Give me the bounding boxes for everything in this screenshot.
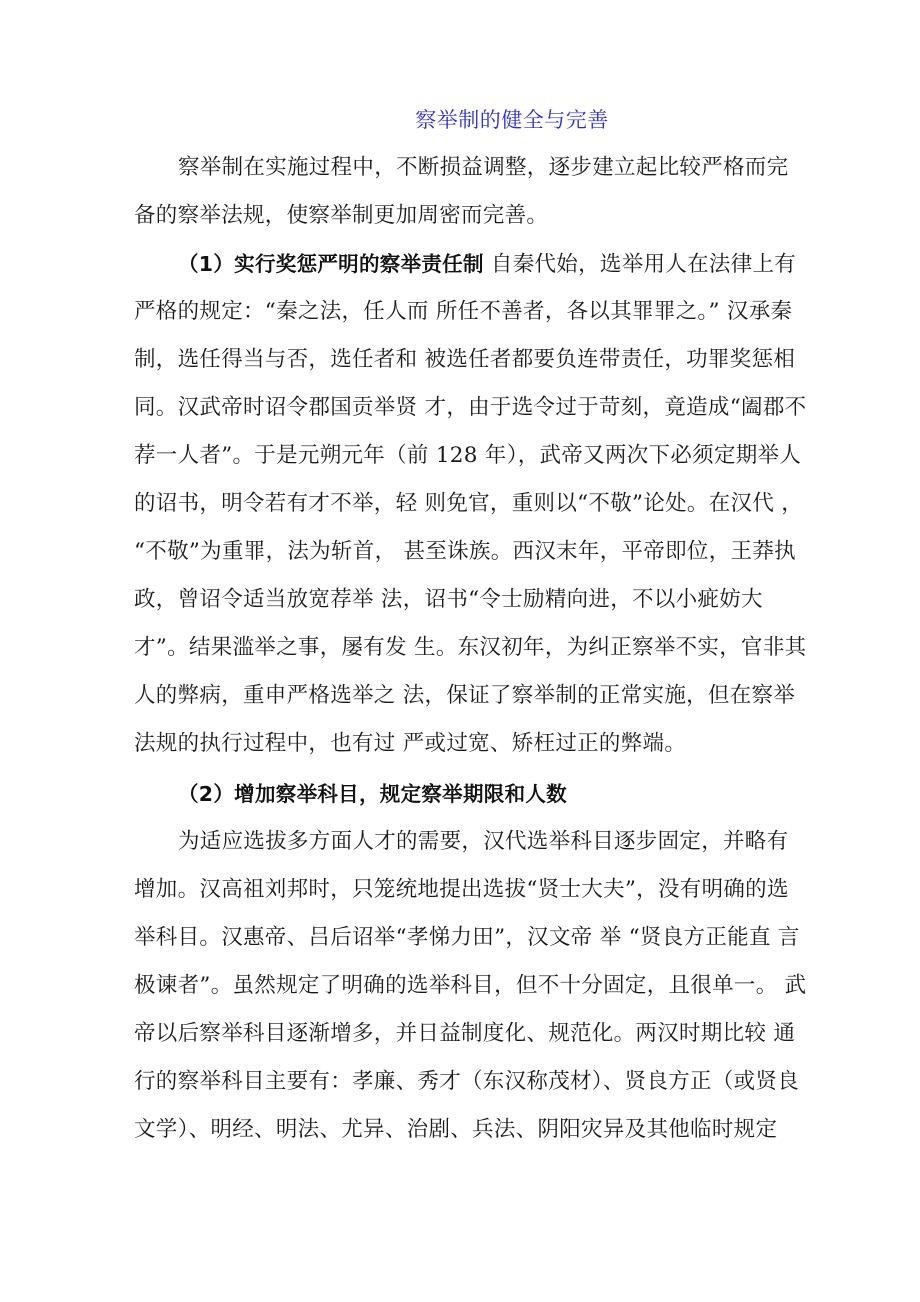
paragraph-line: 为适应选拔多方面人才的需要，汉代选举科目逐步固定，并略有 bbox=[178, 829, 789, 854]
paragraph-line: 举科目。汉惠帝、吕后诏举“孝悌力田”，汉文帝 举 “贤良方正能直 言 bbox=[134, 925, 800, 950]
paragraph-line: 的诏书，明令若有才不举，轻 则免官，重则以“不敬”论处。在汉代 ， bbox=[134, 491, 804, 516]
paragraph-line: 帝以后察举科目逐渐增多，并日益制度化、规范化。两汉时期比较 通 bbox=[134, 1021, 796, 1046]
section1-first-line-text: 自秦代始，选举用人在法律上有 bbox=[483, 252, 797, 277]
paragraph-line: 同。汉武帝时诏令郡国贡举贤 才，由于选令过于苛刻，竟造成“阖郡不 bbox=[134, 395, 807, 420]
paragraph-line: 制，选任得当与否，选任者和 被选任者都要负连带责任，功罪奖惩相 bbox=[134, 347, 796, 372]
paragraph-line: 极谏者”。虽然规定了明确的选举科目，但不十分固定，且很单一。 武 bbox=[134, 973, 807, 998]
paragraph-line: 法规的执行过程中，也有过 严或过宽、矫枉过正的弊端。 bbox=[134, 731, 687, 756]
paragraph-line: 政，曾诏令适当放宽荐举 法，诏书“令士励精向进，不以小疵妨大 bbox=[134, 587, 763, 612]
paragraph-line: 荐一人者”。于是元朔元年（前 128 年），武帝又两次下必须定期举人 bbox=[134, 443, 802, 468]
section1-heading: （1）实行奖惩严明的察举责任制 bbox=[178, 252, 484, 276]
paragraph-line: 严格的规定：“秦之法，任人而 所任不善者，各以其罪罪之。” 汉承秦 bbox=[134, 299, 793, 324]
document-title: 察举制的健全与完善 bbox=[415, 108, 609, 132]
section2-heading: （2）增加察举科目，规定察举期限和人数 bbox=[178, 782, 567, 806]
paragraph-line: 增加。汉高祖刘邦时，只笼统地提出选拔“贤士大夫”，没有明确的选 bbox=[134, 877, 789, 902]
paragraph-line: “不敬”为重罪，法为斩首， 甚至诛族。西汉末年，平帝即位，王莽执 bbox=[134, 539, 796, 564]
paragraph-line: 备的察举法规，使察举制更加周密而完善。 bbox=[134, 203, 549, 228]
section1-first-line bbox=[178, 248, 796, 281]
paragraph-line: 文学）、明经、明法、尤异、治剧、兵法、阴阳灾异及其他临时规定 bbox=[134, 1117, 778, 1142]
paragraph-line: 才”。结果滥举之事，屡有发 生。东汉初年，为纠正察举不实，官非其 bbox=[134, 635, 807, 660]
paragraph-line: 人的弊病，重申严格选举之 法，保证了察举制的正常实施，但在察举 bbox=[134, 683, 796, 708]
paragraph-line: 察举制在实施过程中，不断损益调整，逐步建立起比较严格而完 bbox=[178, 155, 789, 180]
paragraph-line: 行的察举科目主要有：孝廉、秀才（东汉称茂材）、贤良方正（或贤良 bbox=[134, 1069, 800, 1094]
